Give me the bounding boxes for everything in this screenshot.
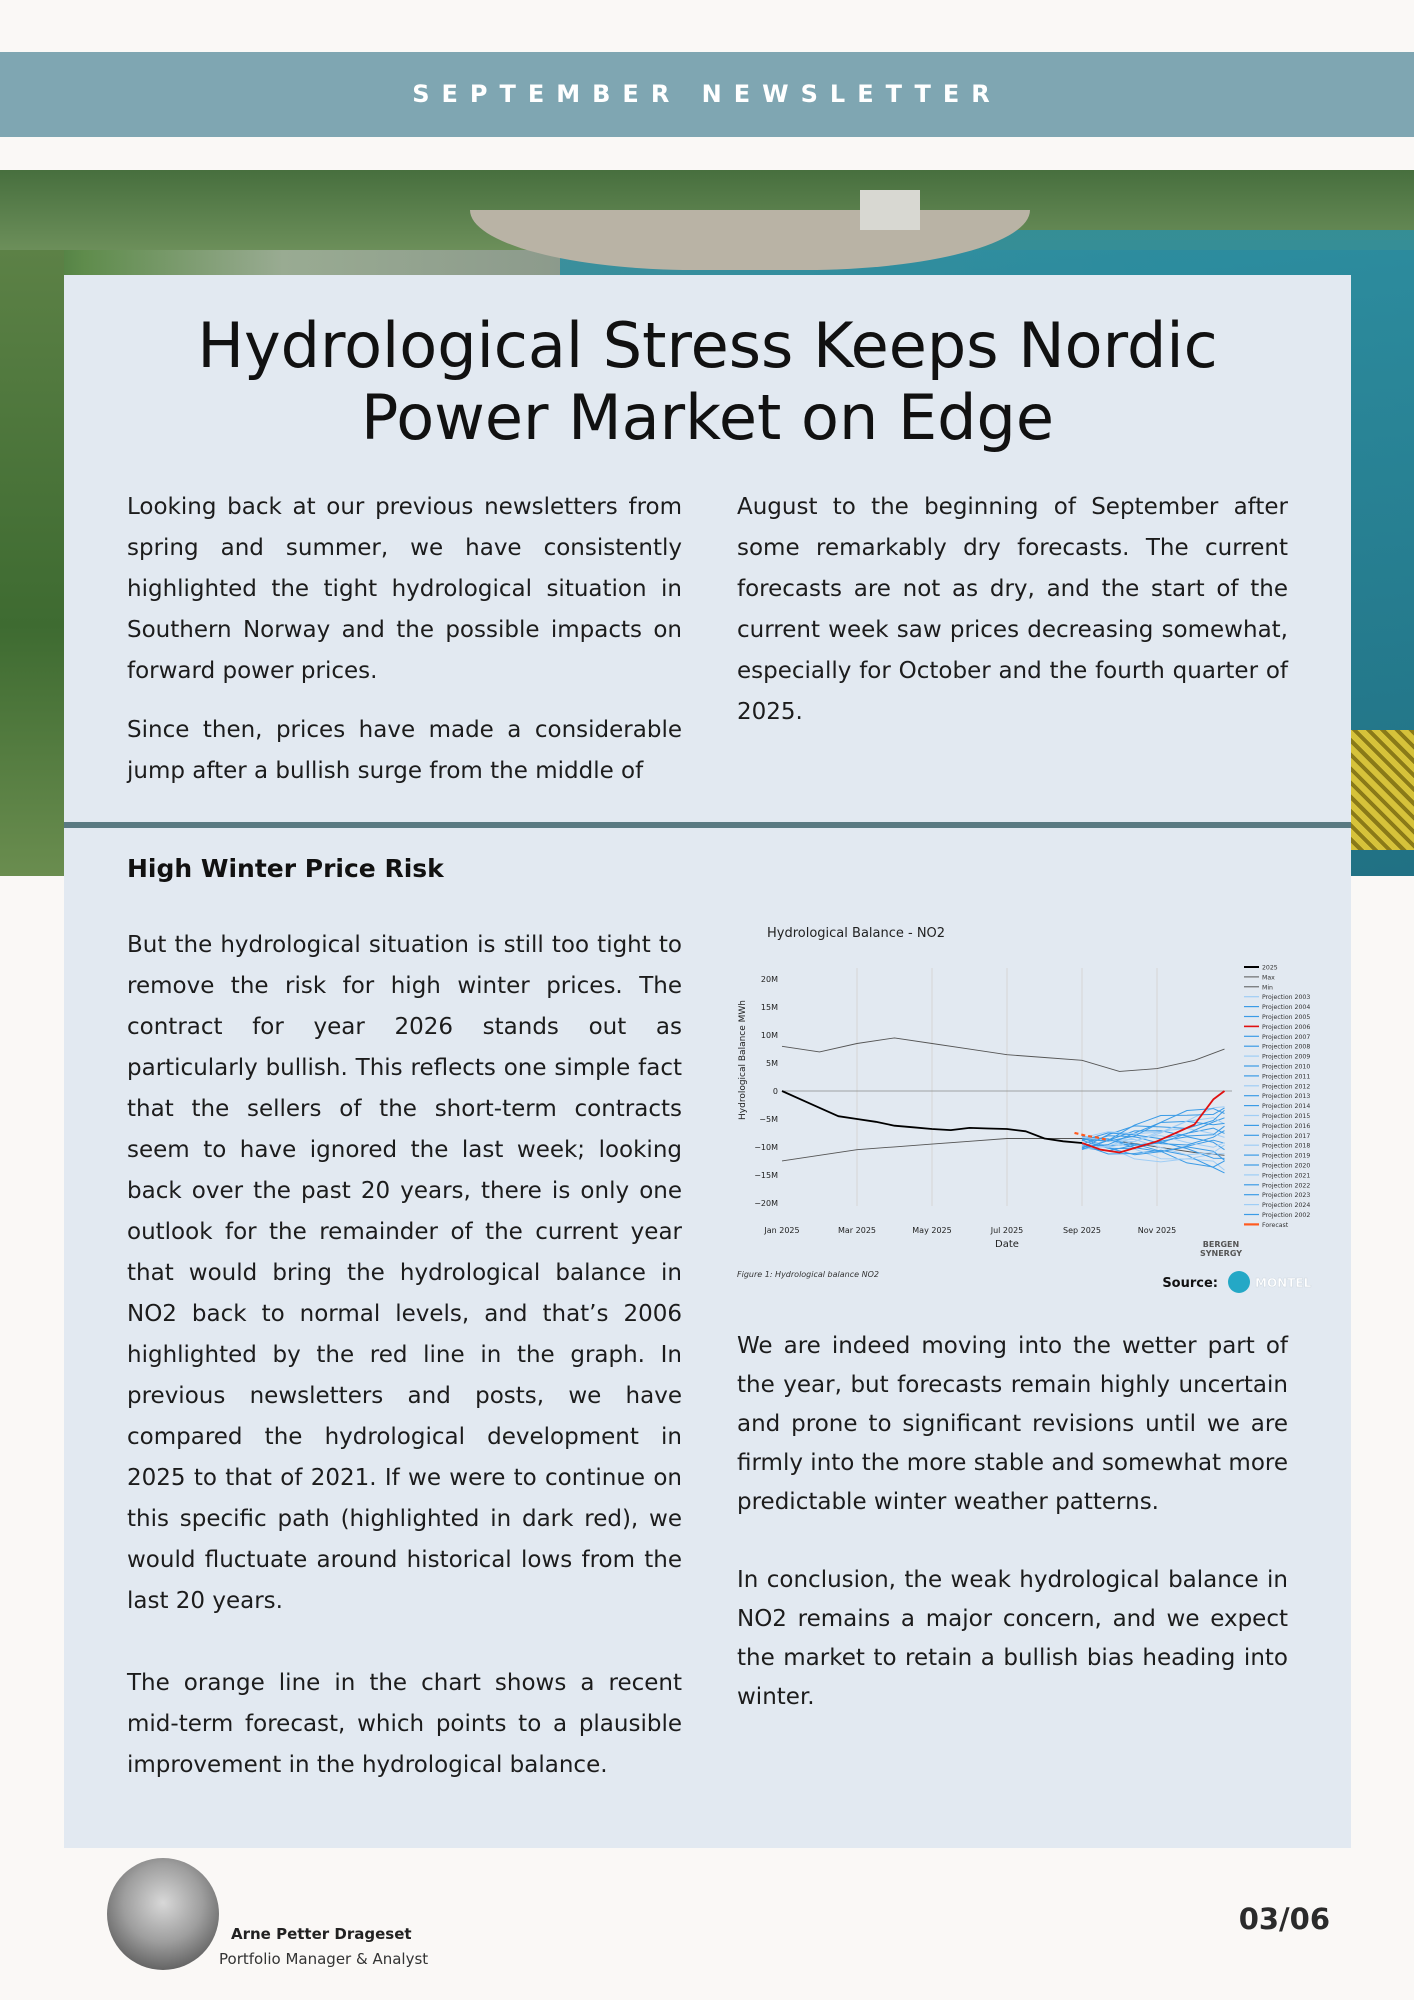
legend-entry: Projection 2013 xyxy=(1262,1093,1311,1101)
legend-entry: Projection 2004 xyxy=(1262,1004,1311,1012)
legend-entry: Projection 2015 xyxy=(1262,1113,1311,1120)
legend-entry: Projection 2005 xyxy=(1262,1014,1311,1021)
legend-entry: Projection 2002 xyxy=(1262,1212,1311,1219)
chart-ylabel: Hydrological Balance MWh xyxy=(738,1000,748,1120)
legend-entry: Projection 2011 xyxy=(1262,1073,1311,1081)
legend-entry: Projection 2006 xyxy=(1262,1023,1311,1031)
hero-tower xyxy=(860,190,920,230)
section-heading: High Winter Price Risk xyxy=(127,854,444,883)
logo-line-2: SYNERGY xyxy=(1199,1249,1243,1258)
montel-brand: MONTEL xyxy=(1255,1276,1312,1290)
intro-column-left xyxy=(127,487,682,792)
chart-xlabel: Date xyxy=(995,1239,1019,1250)
chart-y-tick: 15M xyxy=(760,1003,778,1013)
chart-x-tick: Jan 2025 xyxy=(764,1226,800,1235)
legend-entry: Projection 2008 xyxy=(1262,1043,1311,1051)
intro-paragraph-2: Since then, prices have made a considerable jump after a bullish surge from the middle of xyxy=(127,717,682,784)
chart-x-tick: May 2025 xyxy=(912,1226,952,1235)
legend-entry: Projection 2020 xyxy=(1262,1162,1311,1170)
montel-logo-icon xyxy=(1228,1271,1250,1293)
chart-y-tick: −10M xyxy=(754,1142,778,1152)
author-role: Portfolio Manager & Analyst xyxy=(219,1950,429,1968)
body-paragraph-4: In conclusion, the weak hydrological balance in NO2 remains a major concern, and we expect the market to retain a bullish bias heading into winter. xyxy=(737,1567,1288,1710)
body-column-left xyxy=(127,854,682,1786)
legend-entry: Projection 2009 xyxy=(1262,1053,1311,1061)
hydrological-balance-chart xyxy=(737,910,1323,1300)
intro-paragraph-3: August to the beginning of September after some remarkably dry forecasts. The current forecasts are not as dry, and the start of the current week saw prices decreasing somewhat, especially for October and the fourth quarter of 2025. xyxy=(737,494,1288,725)
chart-x-tick: Sep 2025 xyxy=(1063,1226,1101,1235)
bergen-synergy-logo xyxy=(1200,1240,1242,1258)
legend-entry: Projection 2024 xyxy=(1262,1202,1311,1210)
legend-entry: Projection 2007 xyxy=(1262,1033,1311,1041)
chart-caption: Figure 1: Hydrological balance NO2 xyxy=(737,1270,879,1279)
title-line-1: Hydrological Stress Keeps Nordic xyxy=(197,309,1218,382)
intro-column-right xyxy=(737,487,1288,733)
logo-line-1: BERGEN xyxy=(1202,1240,1240,1249)
legend-entry: Projection 2003 xyxy=(1262,994,1311,1002)
legend-entry: Projection 2018 xyxy=(1262,1142,1311,1150)
legend-entry: Projection 2017 xyxy=(1262,1132,1311,1140)
body-paragraph-2: The orange line in the chart shows a recent mid-term forecast, which points to a plausible improvement in the hydrological balance. xyxy=(127,1670,682,1778)
body-paragraph-1: But the hydrological situation is still too tight to remove the risk for high winter prices. The contract for year 2026 stands out as particularly bullish. This reflects one simple fact that the sellers of the short-term contracts seem to have ignored the last week; looking back over the past 20 years, there is only one outlook for the remainder of the current year that would bring the hydrological balance in NO2 back to normal levels, and that’s 2006 highlighted by the red line in the graph. In previous newsletters and posts, we have compared the hydrological development in 2025 to that of 2021. If we were to continue on this specific path (highlighted in dark red), we would fluctuate around historical lows from the last 20 years. xyxy=(127,932,682,1614)
body-paragraph-3: We are indeed moving into the wetter part of the year, but forecasts remain highly uncertain and prone to significant revisions until we are firmly into the more stable and somewhat more predictable winter weather patterns. xyxy=(737,1333,1288,1515)
chart-line-max xyxy=(782,1038,1225,1072)
hero-crane xyxy=(1350,730,1414,850)
legend-entry: Projection 2010 xyxy=(1262,1063,1311,1071)
banner-label: SEPTEMBER NEWSLETTER xyxy=(412,80,1002,108)
legend-entry: Projection 2021 xyxy=(1262,1172,1311,1180)
legend-entry: Max xyxy=(1262,974,1275,982)
body-column-right xyxy=(737,1327,1288,1717)
source-label: Source: xyxy=(1162,1276,1218,1291)
legend-entry: Projection 2022 xyxy=(1262,1182,1311,1190)
hero-trees xyxy=(0,250,64,876)
legend-entry: Projection 2016 xyxy=(1262,1122,1311,1130)
chart-y-tick: 10M xyxy=(760,1031,778,1041)
legend-entry: Projection 2019 xyxy=(1262,1152,1311,1160)
legend-entry: 2025 xyxy=(1262,964,1278,972)
chart-title: Hydrological Balance - NO2 xyxy=(767,926,946,941)
article-title xyxy=(64,310,1351,454)
chart-y-tick: 0 xyxy=(772,1087,778,1096)
legend-entry: Min xyxy=(1262,984,1273,992)
legend-entry: Forecast xyxy=(1262,1221,1289,1229)
chart-y-tick: −5M xyxy=(759,1114,778,1124)
legend-entry: Projection 2012 xyxy=(1262,1083,1311,1091)
section-divider xyxy=(64,822,1351,828)
intro-paragraph-1: Looking back at our previous newsletters from spring and summer, we have consistently highlighted the tight hydrological situation in Southern Norway and the possible impacts on forward power prices. xyxy=(127,494,682,684)
chart-x-tick: Nov 2025 xyxy=(1137,1226,1177,1235)
chart-line-projection xyxy=(1082,1107,1225,1138)
author-avatar xyxy=(107,1858,219,1970)
newsletter-banner xyxy=(0,52,1414,137)
legend-entry: Projection 2014 xyxy=(1262,1103,1311,1111)
legend-entry: Projection 2023 xyxy=(1262,1192,1311,1200)
chart-x-tick: Mar 2025 xyxy=(838,1226,876,1235)
author-name: Arne Petter Drageset xyxy=(231,1925,412,1943)
title-line-2: Power Market on Edge xyxy=(361,381,1054,454)
chart-y-tick: 5M xyxy=(766,1059,778,1069)
chart-y-tick: −15M xyxy=(754,1170,778,1180)
chart-svg xyxy=(737,910,1323,1300)
chart-line-projection-2006 xyxy=(1082,1091,1225,1153)
chart-y-tick: 20M xyxy=(760,975,778,985)
chart-x-tick: Jul 2025 xyxy=(990,1226,1024,1235)
chart-y-tick: −20M xyxy=(754,1198,778,1208)
page-number: 03/06 xyxy=(1238,1902,1330,1936)
